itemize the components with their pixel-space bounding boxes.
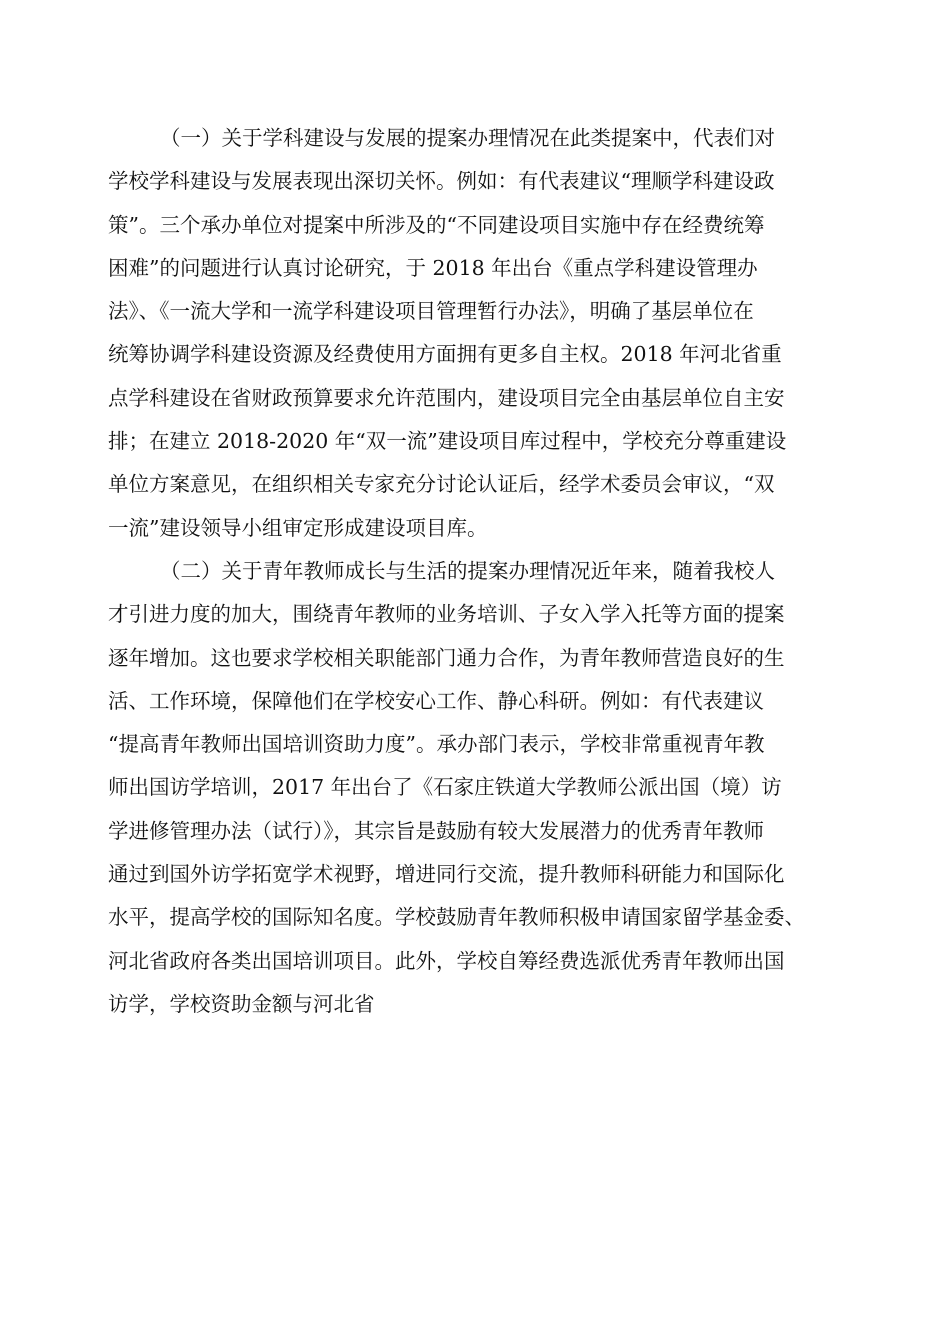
paragraph-line: “提高青年教师出国培训资助力度”。承办部门表示，学校非常重视青年教: [108, 732, 765, 757]
paragraph-line: （一）关于学科建设与发展的提案办理情况在此类提案中，代表们对: [160, 126, 775, 150]
paragraph-line: 水平，提高学校的国际知名度。学校鼓励青年教师积极申请国家留学基金委、: [108, 905, 805, 930]
paragraph-line: 点学科建设在省财政预算要求允许范围内，建设项目完全由基层单位自主安: [108, 385, 785, 410]
paragraph-line: 师出国访学培训，2017 年出台了《石家庄铁道大学教师公派出国（境）访: [108, 775, 782, 800]
paragraph-line: 通过到国外访学拓宽学术视野，增进同行交流，提升教师科研能力和国际化: [108, 862, 785, 887]
paragraph-line: 法》、《一流大学和一流学科建设项目管理暂行办法》，明确了基层单位在: [108, 299, 754, 324]
paragraph-line: 河北省政府各类出国培训项目。此外，学校自筹经费选派优秀青年教师出国: [108, 948, 785, 973]
paragraph-line: （二）关于青年教师成长与生活的提案办理情况近年来，随着我校人: [160, 558, 775, 583]
paragraph-line: 单位方案意见，在组织相关专家充分讨论认证后，经学术委员会审议，“双: [108, 472, 775, 497]
paragraph-line: 活、工作环境，保障他们在学校安心工作、静心科研。例如：有代表建议: [108, 688, 764, 713]
paragraph-line: 统筹协调学科建设资源及经费使用方面拥有更多自主权。2018 年河北省重: [108, 342, 782, 367]
document-body: [108, 117, 844, 1026]
paragraph-line: 一流”建设领导小组审定形成建设项目库。: [108, 515, 488, 540]
paragraph-line: 排；在建立 2018-2020 年“双一流”建设项目库过程中，学校充分尊重建设: [108, 429, 787, 454]
paragraph-line: 学进修管理办法（试行）》，其宗旨是鼓励有较大发展潜力的优秀青年教师: [108, 818, 764, 843]
paragraph-line: 学校学科建设与发展表现出深切关怀。例如：有代表建议“理顺学科建设政: [108, 169, 775, 194]
paragraph-line: 访学，学校资助金额与河北省: [108, 991, 375, 1016]
paragraph-line: 才引进力度的加大，围绕青年教师的业务培训、子女入学入托等方面的提案: [108, 602, 785, 627]
paragraph-line: 困难”的问题进行认真讨论研究，于 2018 年出台《重点学科建设管理办: [108, 255, 758, 280]
paragraph-1: [108, 117, 844, 550]
paragraph-line: 逐年增加。这也要求学校相关职能部门通力合作，为青年教师营造良好的生: [108, 645, 785, 670]
paragraph-line: 策”。三个承办单位对提案中所涉及的“不同建设项目实施中存在经费统筹: [108, 212, 765, 237]
paragraph-2: [108, 550, 844, 1026]
